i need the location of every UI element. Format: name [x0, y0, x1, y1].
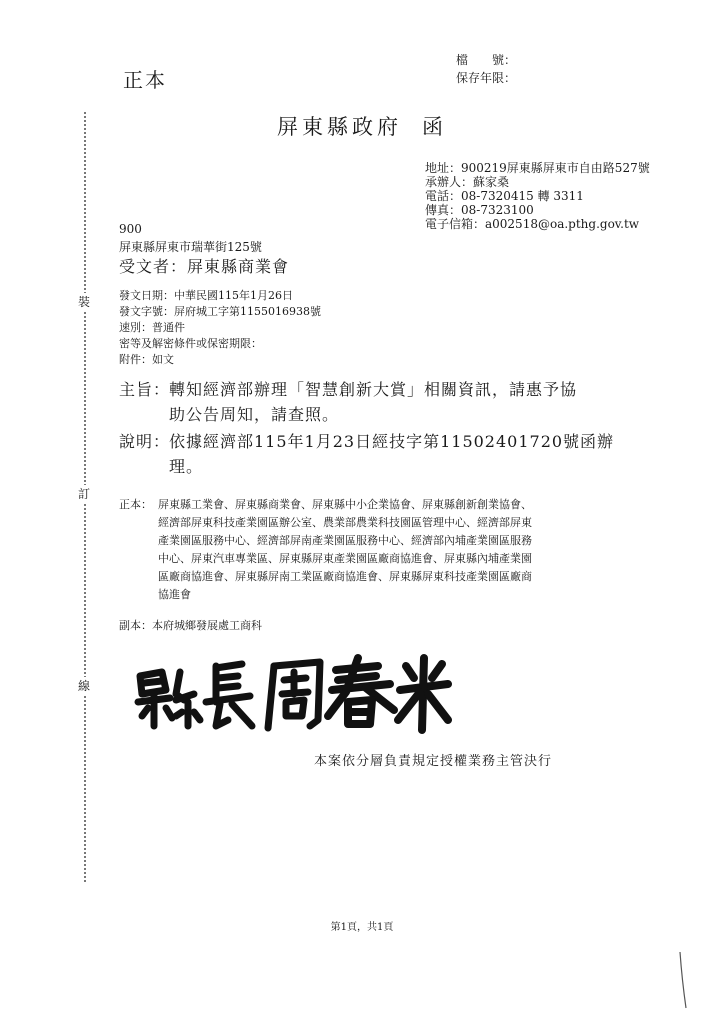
document-title	[0, 111, 724, 141]
binding-mark-ding: 訂	[74, 485, 94, 503]
binding-mark-xian: 線	[74, 677, 94, 695]
distribution-line: 屏東縣工業會、屏東縣商業會、屏東縣中小企業協會、屏東縣創新創業協會、	[158, 498, 532, 511]
copy-type-label: 正本	[123, 68, 167, 92]
explanation-line-2: 理。	[169, 457, 204, 476]
contact-block	[425, 161, 650, 231]
subject-label: 主旨：	[119, 380, 171, 399]
document-number: 發文字號：屏府城工字第1155016938號	[119, 305, 321, 318]
scan-artifact	[676, 950, 690, 1010]
distribution-line: 區廠商協進會、屏東縣屏南工業區廠商協進會、屏東縣屏東科技產業園區廠商	[158, 570, 532, 583]
signature-image	[132, 650, 452, 734]
delegation-note: 本案依分層負責規定授權業務主管決行	[314, 754, 553, 769]
security-level: 密等及解密條件或保密期限：	[119, 337, 262, 350]
contact-email: 電子信箱：a002518@oa.pthg.gov.tw	[425, 217, 640, 231]
subject-line-2: 助公告周知，請查照。	[169, 405, 340, 424]
subject-line-1: 轉知經濟部辦理「智慧創新大賞」相關資訊，請惠予協	[169, 380, 578, 399]
contact-handler: 承辦人：蘇家桑	[425, 175, 510, 189]
recipient-address: 屏東縣屏東市瑞華街125號	[119, 240, 262, 254]
page-number: 第1頁，共1頁	[330, 922, 394, 933]
recipient-zip: 900	[119, 222, 142, 236]
distribution-list	[158, 496, 628, 604]
issuing-org: 屏東縣政府	[277, 115, 402, 139]
document-type: 函	[422, 115, 447, 139]
carbon-copy-line: 副本：本府城鄉發展處工商科	[119, 619, 262, 632]
distribution-line: 產業園區服務中心、經濟部屏南產業園區服務中心、經濟部內埔產業園區服務	[158, 534, 532, 547]
binding-mark-zhuang: 裝	[74, 293, 94, 311]
explanation-line-1: 依據經濟部115年1月23日經技字第11502401720號函辦	[169, 432, 615, 451]
contact-phone: 電話：08-7320415 轉 3311	[425, 189, 584, 203]
recipient-line: 受文者：屏東縣商業會	[119, 257, 290, 276]
issue-date: 發文日期：中華民國115年1月26日	[119, 289, 293, 302]
delivery-speed: 速別：普通件	[119, 321, 185, 334]
explanation-label: 說明：	[119, 432, 171, 451]
distribution-line: 協進會	[158, 588, 191, 601]
retention-period-label: 保存年限：	[456, 71, 517, 85]
file-number-label: 檔 號：	[456, 53, 517, 67]
distribution-line: 經濟部屏東科技產業園區辦公室、農業部農業科技園區管理中心、經濟部屏東	[158, 516, 532, 529]
distribution-label: 正本：	[119, 498, 152, 511]
subject-section	[119, 378, 577, 402]
attachment-note: 附件：如文	[119, 353, 174, 366]
distribution-line: 中心、屏東汽車專業區、屏東縣屏東產業園區廠商協進會、屏東縣內埔產業園	[158, 552, 532, 565]
contact-fax: 傳真：08-7323100	[425, 203, 534, 217]
explanation-section	[119, 430, 614, 454]
contact-address: 地址：900219屏東縣屏東市自由路527號	[425, 161, 650, 175]
